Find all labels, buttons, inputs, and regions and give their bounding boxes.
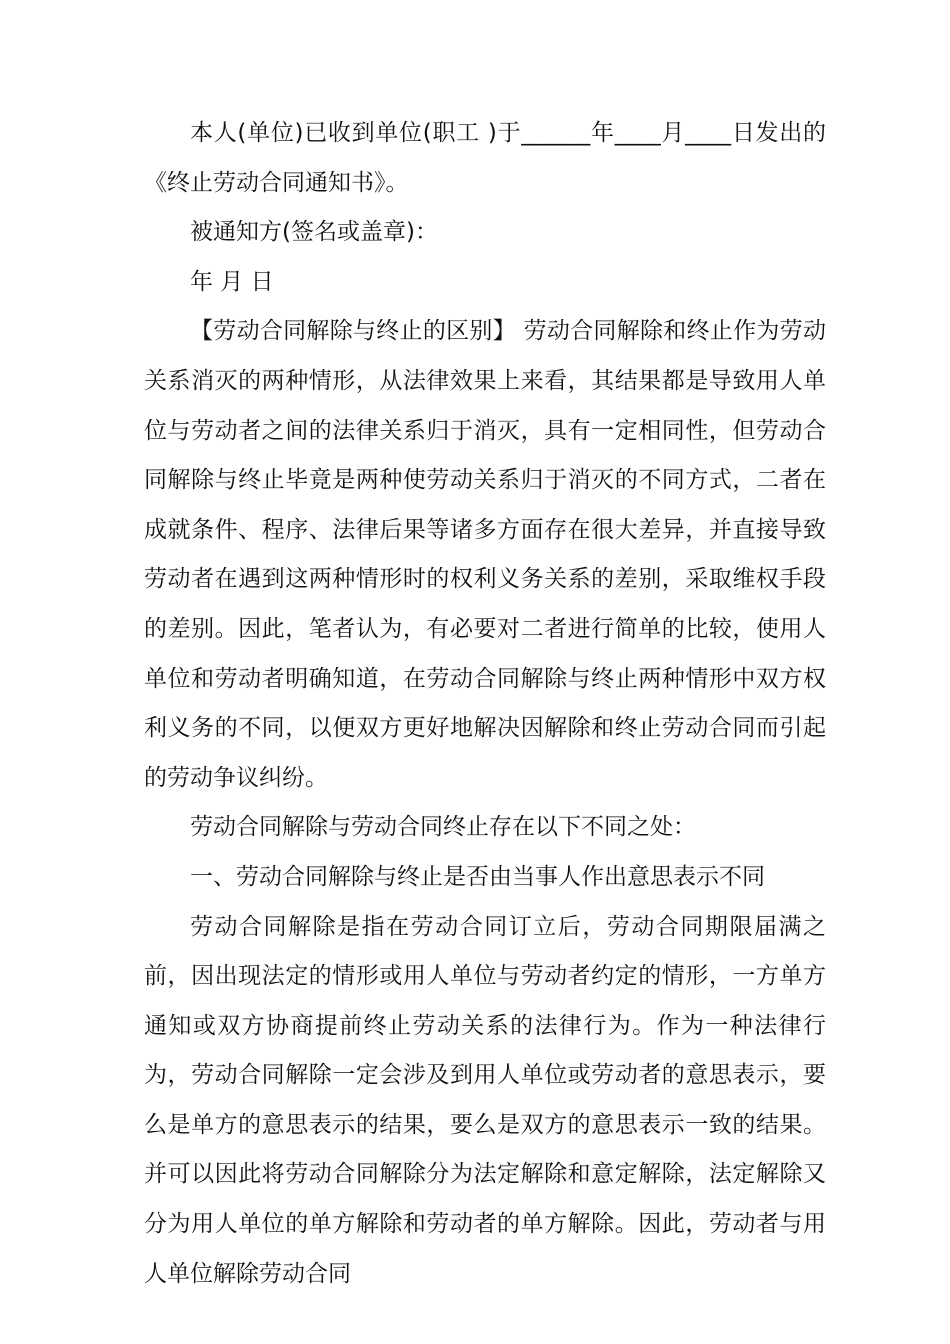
receipt-statement: 本人(单位)已收到单位(职工 )于______年____月____日发出的《终止劳动合同通知书》。 [144, 120, 826, 196]
date-line: 年 月 日 [190, 268, 274, 295]
differences-lead: 劳动合同解除与劳动合同终止存在以下不同之处： [190, 814, 696, 841]
section-intro-paragraph: 【劳动合同解除与终止的区别】 劳动合同解除和终止作为劳动关系消灭的两种情形，从法律效果上来看，其结果都是导致用人单位与劳动者之间的法律关系归于消灭，具有一定相同性，但劳动合同解除与终止毕竟是两种使劳动关系归于消灭的不同方式，二者在成就条件、程序、法律后果等诸多方面存在很大差异，并直接导致劳动者在遇到这两种情形时的权利义务关系的差别，采取维权手段的差别。因此，笔者认为，有必要对二者进行简单的比较，使用人单位和劳动者明确知道，在劳动合同解除与终止两种情形中双方权利义务的不同，以便双方更好地解决因解除和终止劳动合同而引起的劳动争议纠纷。 [144, 318, 826, 791]
body-paragraph-1: 劳动合同解除是指在劳动合同订立后，劳动合同期限届满之前，因出现法定的情形或用人单位与劳动者约定的情形，一方单方通知或双方协商提前终止劳动关系的法律行为。作为一种法律行为，劳动合同解除一定会涉及到用人单位或劳动者的意思表示，要么是单方的意思表示的结果，要么是双方的意思表示一致的结果。并可以因此将劳动合同解除分为法定解除和意定解除，法定解除又分为用人单位的单方解除和劳动者的单方解除。因此，劳动者与用人单位解除劳动合同 [144, 913, 826, 1287]
signature-line: 被通知方(签名或盖章)： [190, 219, 438, 246]
document-body [144, 109, 826, 1299]
section-heading-1: 一、劳动合同解除与终止是否由当事人作出意思表示不同 [190, 863, 765, 890]
